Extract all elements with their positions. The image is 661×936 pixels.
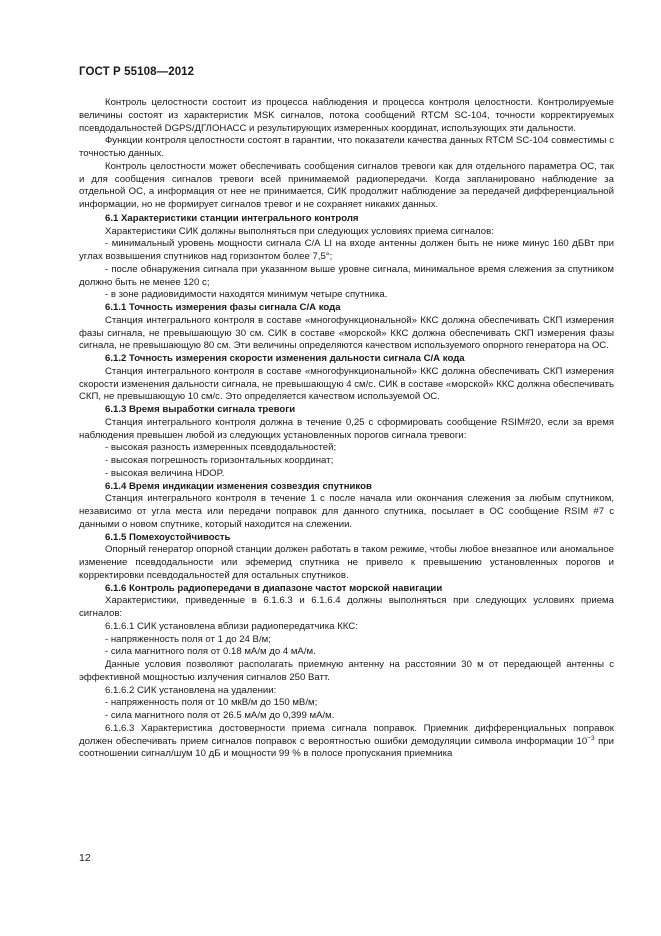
section-heading-6-1-4: 6.1.4 Время индикации изменения созвездия спутников: [105, 480, 372, 492]
list-item: - напряженность поля от 10 мкВ/м до 150 мВ/м;: [105, 697, 318, 709]
exponent: −3: [587, 734, 595, 742]
list-item: - сила магнитного поля от 26.5 мА/м до 0,399 мА/м.: [105, 710, 335, 721]
paragraph: Функции контроля целостности состоят в гарантии, что показатели качества данных RTCM SC-104 совместимы с точностью данных.: [79, 135, 614, 159]
paragraph: Данные условия позволяют располагать приемную антенну на расстоянии 30 м от передающей антенны с эффективной мощностью излучения сигналов 250 Ватт.: [79, 659, 614, 683]
section-heading-6-1-2: 6.1.2 Точность измерения скорости изменения дальности сигнала С/А кода: [105, 353, 465, 364]
paragraph: Опорный генератор опорной станции должен работать в таком режиме, чтобы любое внезапное или аномальное изменение псевдодальности или эфемерид спутника не привело к превышению установленных порогов и корректировки псевдодальностей для остальных спутников.: [79, 544, 614, 581]
paragraph: Станция интегрального контроля в составе «многофункциональной» ККС должна обеспечивать СКП измерения скорости изменения дальности сигнала, не превышающую 4 см/с. СИК в составе «морской» ККС должна обеспечивать СКП, не превышающую 10 см/с. Это определяется качеством используемой ОС.: [79, 365, 614, 403]
page-body: [79, 97, 614, 761]
paragraph: Контроль целостности может обеспечивать сообщения сигналов тревоги как для отдельного параметра ОС, так и для сообщения сигналов тревоги всей принимаемой радиопередачи. Когда запланировано наблюдение за отдельной ОС, а информация от нее не принимается, СИК продолжит наблюдение за передачей дифференциальной информации, но не формирует сигналов тревог и не сохраняет никаких данных.: [79, 160, 614, 210]
paragraph-text: 6.1.6.3 Характеристика достоверности приема сигнала поправок. Приемник дифференциальных поправок должен обеспечивать прием сигналов поправок с вероятностью ошибки демодуляции символа информации 10: [79, 722, 614, 747]
list-item: - после обнаружения сигнала при указанном выше уровне сигнала, минимальное время слежения за спутником должно быть не менее 120 с;: [79, 263, 614, 288]
paragraph: Контроль целостности состоит из процесса наблюдения и процесса контроля целостности. Контролируемые величины состоят из характеристик MSK сигналов, потока сообщений RTCM SC-104, точности корректируемых псевдодальностей DGPS/ДГЛОНАСС и результирующих измеренных координат, использующих эти дальности.: [79, 97, 614, 134]
section-heading-6-1-5: 6.1.5 Помехоустойчивость: [105, 531, 231, 543]
paragraph-text: при соотношении сигнал/шум 10 дБ и мощности 99 % в полосе пропускания приемника: [79, 735, 615, 760]
subsection-6-1-6-1: 6.1.6.1 СИК установлена вблизи радиопередатчика ККС:: [105, 620, 358, 632]
paragraph: Станция интегрального контроля в течение 1 с после начала или окончания слежения за любым спутником, независимо от угла места или передачи поправок для данного спутника, посылает в ОС сообщение RSIM #7 с данными о новом спутнике, который находится на слежении.: [79, 493, 614, 530]
section-heading-6-1-3: 6.1.3 Время выработки сигнала тревоги: [105, 404, 296, 415]
list-item: - напряженность поля от 1 до 24 В/м;: [105, 633, 271, 645]
standard-header: ГОСТ Р 55108—2012: [79, 66, 195, 78]
page-number: 12: [79, 852, 91, 864]
list-item: - сила магнитного поля от 0.18 мА/м до 4 мА/м.: [105, 646, 316, 658]
paragraph: Характеристики, приведенные в 6.1.6.3 и 6.1.6.4 должны выполняться при следующих условиях приема сигналов:: [79, 595, 614, 619]
subsection-6-1-6-2: 6.1.6.2 СИК установлена на удалении:: [105, 684, 277, 696]
list-item: - высокая разность измеренных псевдодальностей;: [105, 442, 337, 454]
section-heading-6-1-1: 6.1.1 Точность измерения фазы сигнала С/А кода: [105, 302, 341, 313]
list-item: - минимальный уровень мощности сигнала С/А LI на входе антенны должен быть не ниже минус 160 дБВт при углах возвышения спутников над горизонтом более 7,5°;: [79, 238, 614, 262]
list-item: - в зоне радиовидимости находятся минимум четыре спутника.: [105, 289, 388, 301]
section-heading-6-1-6: 6.1.6 Контроль радиопередачи в диапазоне частот морской навигации: [105, 582, 443, 594]
list-item: - высокая погрешность горизонтальных координат;: [105, 455, 334, 466]
paragraph: Станция интегрального контроля должна в течение 0,25 с сформировать сообщение RSIM#20, если за время наблюдения превышен любой из следующих установленных порогов сигнала тревоги:: [79, 416, 614, 441]
list-item: - высокая величина HDOP.: [105, 467, 225, 479]
paragraph: Характеристики СИК должны выполняться при следующих условиях приема сигналов:: [105, 225, 494, 237]
section-heading-6-1: 6.1 Характеристики станции интегрального контроля: [105, 212, 359, 224]
subsection-6-1-6-3: [79, 723, 614, 761]
paragraph: Станция интегрального контроля в составе «многофункциональной» ККС должна обеспечивать СКП измерения фазы сигнала, не превышающую 30 см. СИК в составе «морской» ККС должна обеспечивать СКП измерения фазы сигнала, не превышающую 80 см. Эти величины определяются качеством используемого опорного генератора на ОС.: [79, 314, 614, 352]
